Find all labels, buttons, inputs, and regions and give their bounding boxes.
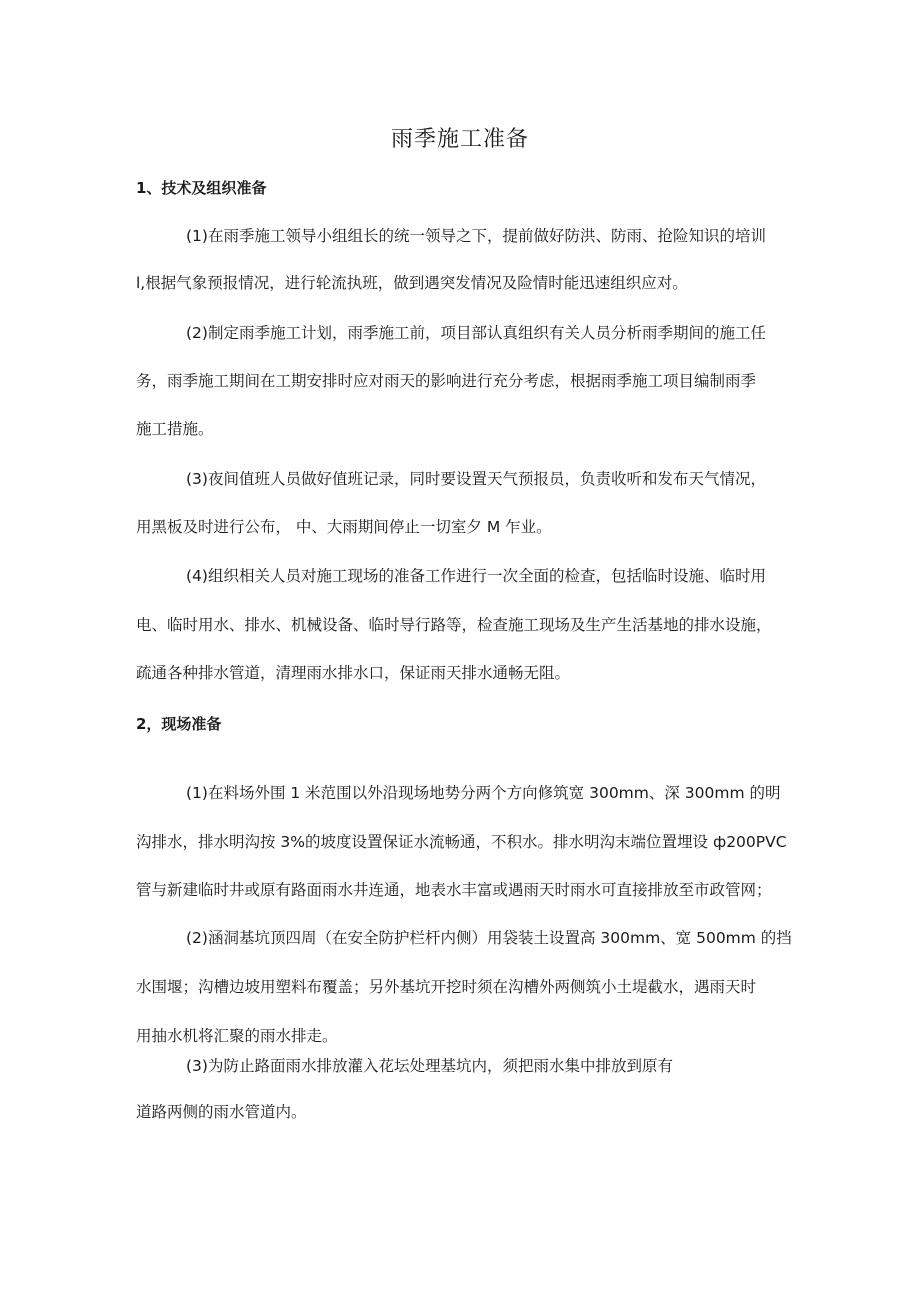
paragraph-line: 水围堰；沟槽边坡用塑料布覆盖；另外基坑开挖时须在沟槽外两侧筑小土堤截水，遇雨天时 bbox=[136, 978, 757, 996]
paragraph-line: (1)在料场外围 1 米范围以外沿现场地势分两个方向修筑宽 300mm、深 300mm 的明 bbox=[186, 784, 781, 802]
paragraph-line: (4)组织相关人员对施工现场的准备工作进行一次全面的检查，包括临时设施、临时用 bbox=[186, 567, 766, 585]
paragraph-line: 道路两侧的雨水管道内。 bbox=[136, 1103, 307, 1121]
paragraph-line: 疏通各种排水管道，清理雨水排水口，保证雨天排水通畅无阻。 bbox=[136, 664, 571, 682]
paragraph-line: 沟排水，排水明沟按 3%的坡度设置保证水流畅通，不积水。排水明沟末端位置埋设 ф200PVC bbox=[136, 833, 787, 851]
section-heading-2: 2，现场准备 bbox=[136, 715, 222, 733]
section-heading-1: 1、技术及组织准备 bbox=[136, 179, 267, 197]
paragraph-line: 用抽水机将汇聚的雨水排走。 bbox=[136, 1027, 338, 1045]
paragraph-line: 施工措施。 bbox=[136, 420, 214, 438]
paragraph-line: 务，雨季施工期间在工期安排时应对雨天的影响进行充分考虑，根据雨季施工项目编制雨季 bbox=[136, 372, 757, 390]
paragraph-line: (3)为防止路面雨水排放灌入花坛处理基坑内，须把雨水集中排放到原有 bbox=[186, 1057, 673, 1075]
paragraph-line: 管与新建临时井或原有路面雨水井连通，地表水丰富或遇雨天时雨水可直接排放至市政管网； bbox=[136, 881, 772, 899]
paragraph-line: 用黑板及时进行公布， 中、大雨期间停止一切室夕 M 乍业。 bbox=[136, 518, 552, 536]
document-title: 雨季施工准备 bbox=[390, 127, 529, 152]
paragraph-line: 电、临时用水、排水、机械设备、临时导行路等，检查施工现场及生产生活基地的排水设施， bbox=[136, 616, 772, 634]
paragraph-line: (2)涵洞基坑顶四周（在安全防护栏杆内侧）用袋装土设置高 300mm、宽 500mm 的挡 bbox=[186, 929, 792, 947]
paragraph-line: (1)在雨季施工领导小组组长的统一领导之下，提前做好防洪、防雨、抢险知识的培训 bbox=[186, 227, 766, 245]
paragraph-line: (3)夜间值班人员做好值班记录，同时要设置天气预报员，负责收听和发布天气情况， bbox=[186, 470, 766, 488]
paragraph-line: (2)制定雨季施工计划，雨季施工前，项目部认真组织有关人员分析雨季期间的施工任 bbox=[186, 324, 766, 342]
paragraph-line: l,根据气象预报情况，进行轮流执班，做到遇突发情况及险情时能迅速组织应对。 bbox=[136, 274, 688, 292]
